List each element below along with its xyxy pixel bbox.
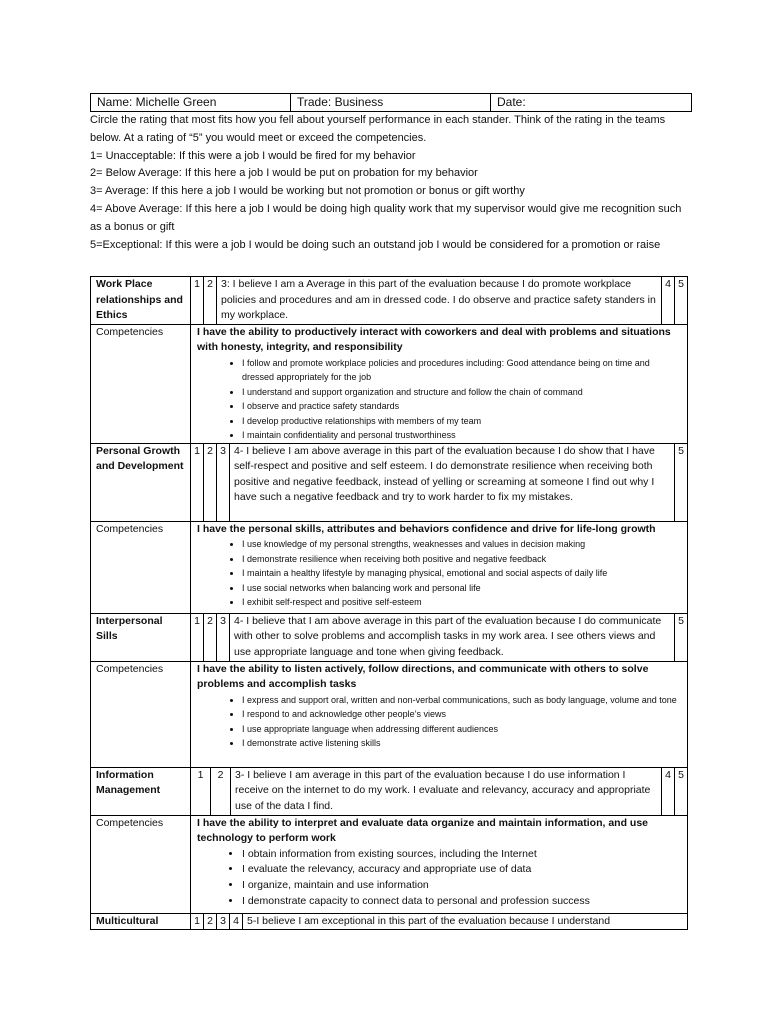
rating-4[interactable]: 4 [662,277,675,325]
self-evaluation-response: 3- I believe I am average in this part of the evaluation because I do use information I receive on the internet to do my work. I evaluate and relevancy, accuracy and appropriate use of the data I find. [231,767,662,815]
rating-1[interactable]: 1 [191,767,211,815]
rating-2[interactable]: 2 [204,443,217,521]
rating-5[interactable]: 5 [675,613,688,661]
competency-statement: I have the personal skills, attributes and behaviors confidence and drive for life-long growth [197,522,656,535]
rating-2-definition: 2= Below Average: If this here a job I would be put on probation for my behavior [90,167,478,180]
category-title: Interpersonal Sills [91,613,191,661]
self-evaluation-response: 3: I believe I am a Average in this part of the evaluation because I do promote workplace policies and procedures and am in dressed code. I do observe and practice safety standers in my workplace. [217,277,662,325]
list-item: • I maintain a healthy lifestyle by managing physical, emotional and social aspects of daily life [242,566,684,581]
category-title: Multicultural [91,913,191,930]
section-multicultural [90,913,688,931]
rating-1[interactable]: 1 [191,613,204,661]
competencies-information-management [90,815,688,914]
competency-statement: I have the ability to listen actively, follow directions, and communicate with others to solve problems and accomplish tasks [197,662,649,690]
rating-5[interactable]: 5 [675,767,688,815]
list-item: • I demonstrate capacity to connect data to personal and profession success [242,894,684,910]
rating-5[interactable]: 5 [675,443,688,521]
rating-1[interactable]: 1 [191,913,204,930]
rating-2[interactable]: 2 [204,277,217,325]
date-field: Date: [497,95,526,109]
list-item: • I maintain confidentiality and personal trustworthiness [242,428,684,443]
section-workplace [90,276,688,325]
list-item: • I respond to and acknowledge other people’s views [242,707,684,722]
rubric-table [90,276,688,930]
list-item: • I obtain information from existing sources, including the Internet [242,847,684,863]
list-item: • I develop productive relationships with members of my team [242,414,684,429]
rating-3[interactable]: 3 [217,613,230,661]
rating-2[interactable]: 2 [211,767,231,815]
header-table [90,93,692,112]
rating-4[interactable]: 4 [230,913,243,930]
rating-3-definition: 3= Average: If this here a job I would be working but not promotion or bonus or gift worthy [90,185,525,198]
rating-5[interactable]: 5 [675,277,688,325]
competencies-interpersonal [90,661,688,768]
competency-statement: I have the ability to productively interact with coworkers and deal with problems and situations with honesty, integrity, and responsibility [197,325,671,353]
list-item: • I follow and promote workplace policies and procedures including: Good attendance being on time and dressed appropriately for the job [242,356,684,385]
list-item: • I use appropriate language when addressing different audiences [242,722,684,737]
self-evaluation-response: 5-I believe I am exceptional in this part of the evaluation because I understand [243,913,688,930]
competencies-label: Competencies [91,324,191,443]
section-information-management [90,767,688,816]
competencies-workplace [90,324,688,444]
rating-5-definition: 5=Exceptional: If this were a job I would be doing such an outstand job I would be considered for a promotion or raise [90,238,661,251]
rating-3[interactable]: 3 [217,913,230,930]
name-field: Name: Michelle Green [91,94,291,111]
competencies-label: Competencies [91,661,191,767]
list-item: • I express and support oral, written and non-verbal communications, such as body language, volume and tone [242,693,684,708]
rating-1[interactable]: 1 [191,277,204,325]
list-item: • I observe and practice safety standards [242,399,684,414]
rating-3[interactable]: 3 [217,443,230,521]
section-personal-growth [90,443,688,522]
section-interpersonal [90,613,688,662]
self-evaluation-response: 4- I believe I am above average in this part of the evaluation because I do show that I have self-respect and positive and self esteem. I do demonstrate resilience when receiving both positive and negative feedback, instead of yelling or screaming at someone I find out why I have such a negative feedback and try to work harder to fix my mistakes. [230,443,675,521]
competency-statement: I have the ability to interpret and evaluate data organize and maintain information, and use technology to perform work [197,816,649,844]
rating-4-definition: 4= Above Average: If this here a job I would be doing high quality work that my supervisor would give me recognition such as a bonus or gift [90,202,682,233]
trade-field: Trade: Business [291,94,491,111]
list-item: • I organize, maintain and use information [242,878,684,894]
rating-1-definition: 1= Unacceptable: If this were a job I would be fired for my behavior [90,149,416,162]
list-item: • I evaluate the relevancy, accuracy and appropriate use of data [242,862,684,878]
list-item: • I demonstrate active listening skills [242,736,684,751]
category-title: Work Place relationships and Ethics [91,277,191,325]
list-item: • I use social networks when balancing work and personal life [242,581,684,596]
rating-2[interactable]: 2 [204,613,217,661]
list-item: • I exhibit self-respect and positive self-esteem [242,595,684,610]
rating-2[interactable]: 2 [204,913,217,930]
list-item: • I use knowledge of my personal strengths, weaknesses and values in decision making [242,537,684,552]
instructions-block [90,112,690,254]
list-item: • I understand and support organization and structure and follow the chain of command [242,385,684,400]
self-evaluation-response: 4- I believe that I am above average in this part of the evaluation because I do communicate with other to solve problems and accomplish tasks in my work area. I see others views and use appropriate language and tone when giving feedback. [230,613,675,661]
rating-4[interactable]: 4 [662,767,675,815]
rating-1[interactable]: 1 [191,443,204,521]
category-title: Information Management [91,767,191,815]
competencies-label: Competencies [91,521,191,613]
competencies-personal-growth [90,521,688,614]
competencies-label: Competencies [91,815,191,913]
list-item: • I demonstrate resilience when receiving both positive and negative feedback [242,552,684,567]
instructions-text: Circle the rating that most fits how you fell about yourself performance in each stander. Think of the rating in the teams below. At a rating of “5” you would meet or exceed the competencies. [90,114,666,144]
category-title: Personal Growth and Development [91,443,191,521]
